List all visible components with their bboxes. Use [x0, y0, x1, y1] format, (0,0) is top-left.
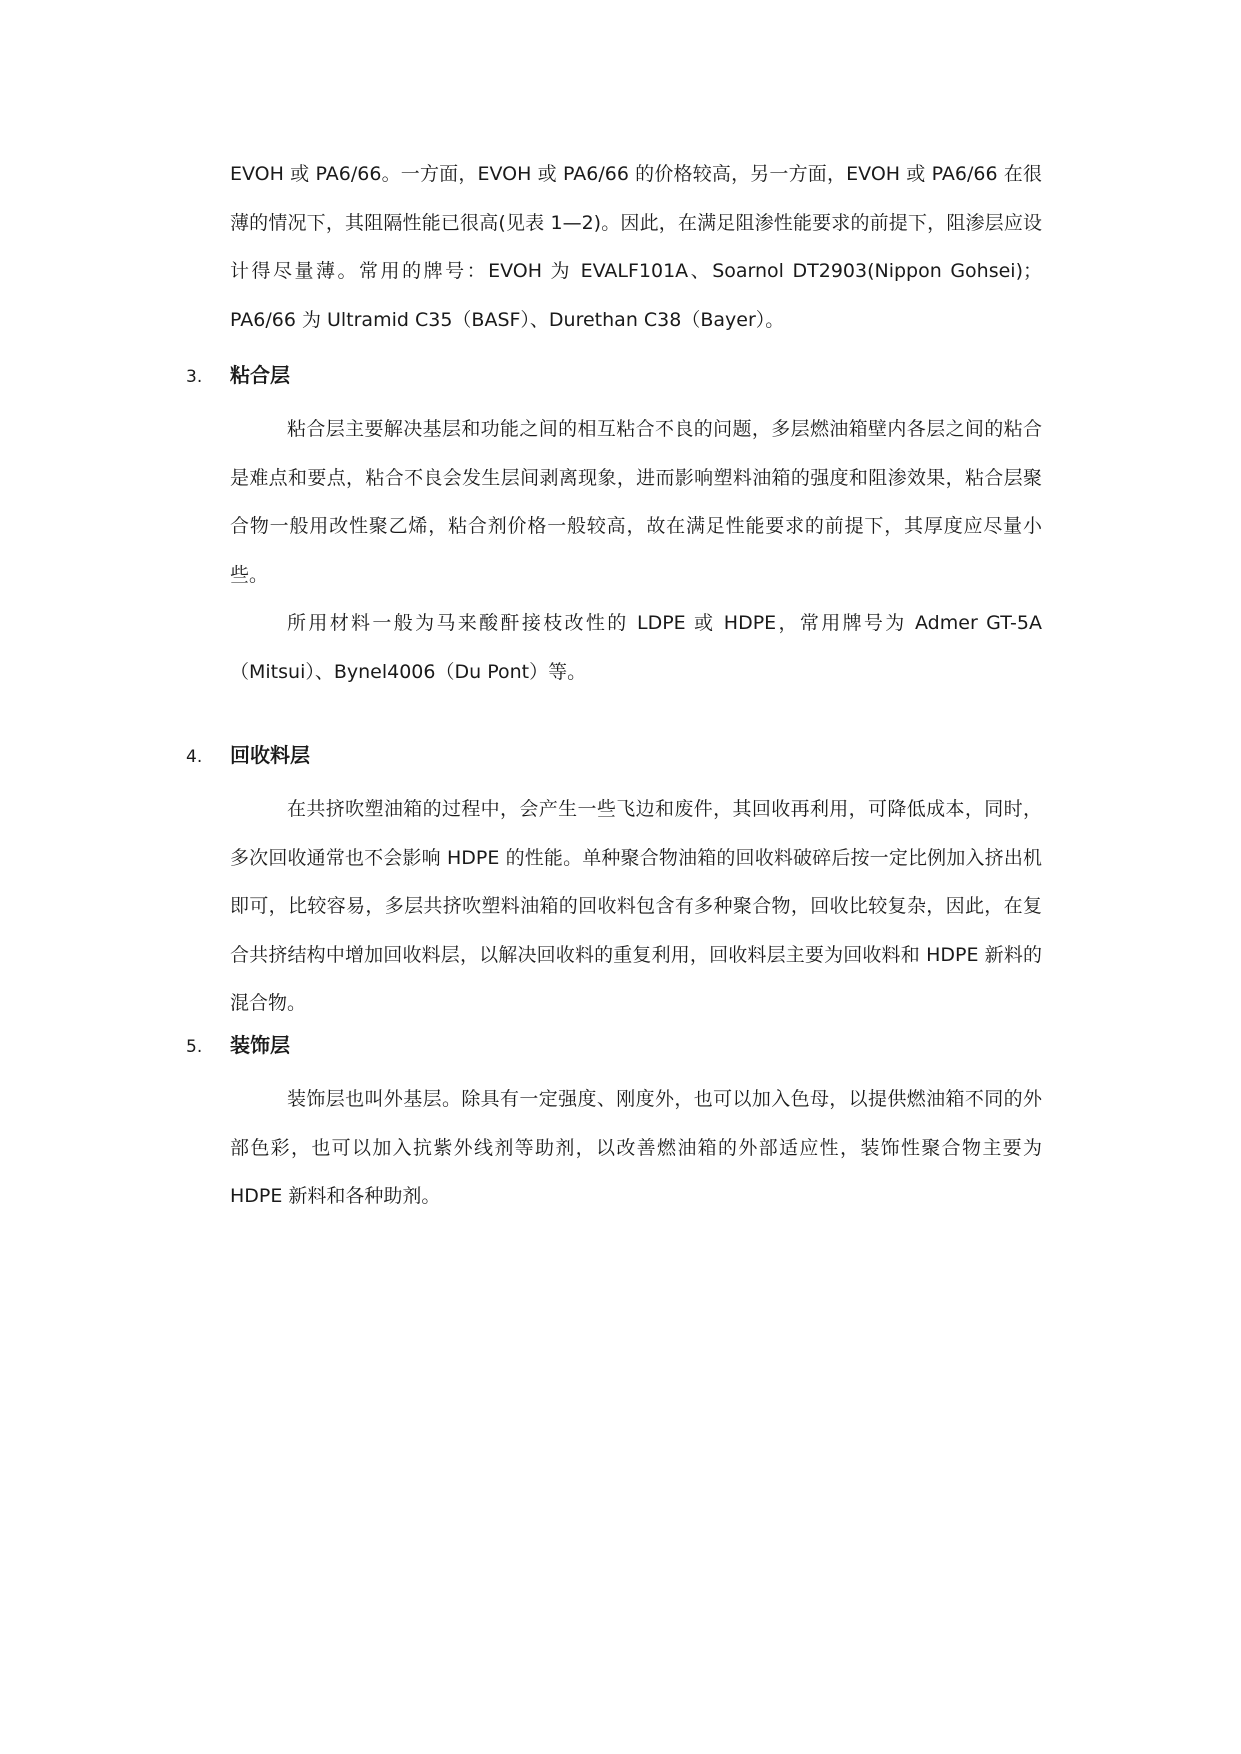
adhesive-paragraph-1: 粘合层主要解决基层和功能之间的相互粘合不良的问题，多层燃油箱壁内各层之间的粘合是难点和要点，粘合不良会发生层间剥离现象，进而影响塑料油箱的强度和阻渗效果，粘合层聚合物一般用改性聚乙烯，粘合剂价格一般较高，故在满足性能要求的前提下，其厚度应尽量小些。	[230, 418, 1042, 586]
regrind-paragraph: 在共挤吹塑油箱的过程中，会产生一些飞边和废件，其回收再利用，可降低成本，同时，多次回收通常也不会影响 HDPE 的性能。单种聚合物油箱的回收料破碎后按一定比例加入挤出机即可，比较容易，多层共挤吹塑料油箱的回收料包含有多种聚合物，回收比较复杂，因此，在复合共挤结构中增加回收料层，以解决回收料的重复利用，回收料层主要为回收料和 HDPE 新料的混合物。	[230, 798, 1042, 1014]
section-number: 5.	[186, 1037, 203, 1057]
section-number: 4.	[186, 747, 203, 767]
section-number: 3.	[186, 367, 203, 387]
intro-paragraph: EVOH 或 PA6/66。一方面，EVOH 或 PA6/66 的价格较高，另一方面，EVOH 或 PA6/66 在很薄的情况下，其阻隔性能已很高(见表 1—2)。因此，在满足阻渗性能要求的前提下，阻渗层应设计得尽量薄。常用的牌号：EVOH 为 EVALF101A、Soarnol DT2903(Nippon Gohsei)；PA6/66 为 Ultramid C35（BASF）、Durethan C38（Bayer）。	[230, 163, 1042, 331]
section-heading-regrind	[186, 740, 310, 772]
adhesive-paragraph-2: 所用材料一般为马来酸酐接枝改性的 LDPE 或 HDPE，常用牌号为 Admer GT-5A（Mitsui）、Bynel4006（Du Pont）等。	[230, 612, 1042, 683]
section-heading-decor	[186, 1030, 290, 1062]
section-title: 粘合层	[230, 363, 290, 387]
decor-paragraph: 装饰层也叫外基层。除具有一定强度、刚度外，也可以加入色母，以提供燃油箱不同的外部色彩，也可以加入抗紫外线剂等助剂，以改善燃油箱的外部适应性，装饰性聚合物主要为 HDPE 新料和各种助剂。	[230, 1088, 1042, 1207]
section-title: 回收料层	[230, 743, 310, 767]
section-title: 装饰层	[230, 1033, 290, 1057]
section-heading-adhesive	[186, 360, 290, 392]
